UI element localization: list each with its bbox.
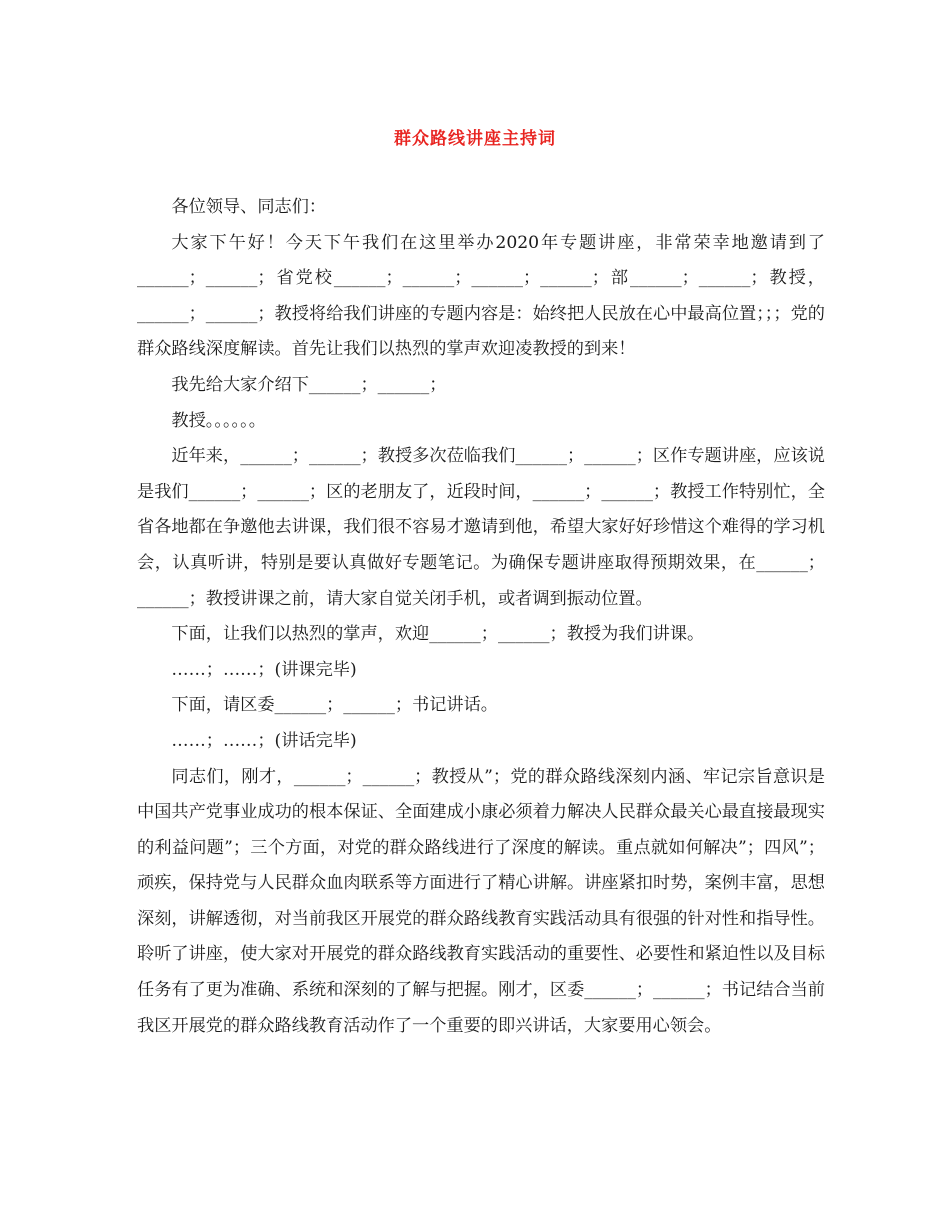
background-paragraph: 近年来，______；______；教授多次莅临我们______；______；区作专题讲座，应该说是我们______；______；区的老朋友了，近段时间，______；______；教授工作特别忙，全省各地都在争邀他去讲课，我们很不容易才邀请到他，希望大家好好珍惜这个难得的学习机会，认真听讲，特别是要认真做好专题笔记。为确保专题讲座取得预期效果，在______；______；教授讲课之前，请大家自觉关闭手机，或者调到振动位置。 (137, 446, 825, 609)
professor-paragraph: 教授。。。。。。 (171, 410, 266, 431)
summary-paragraph: 同志们，刚才，______；______；教授从”；党的群众路线深刻内涵、牢记宗旨意识是中国共产党事业成功的根本保证、全面建成小康必须着力解决人民群众最关心最直接最现实的利益问题”；三个方面，对党的群众路线进行了深度的解读。重点就如何解决”；四风”；顽疾，保持党与人民群众血肉联系等方面进行了精心讲解。讲座紧扣时势，案例丰富，思想深刻，讲解透彻，对当前我区开展党的群众路线教育实践活动具有很强的针对性和指导性。聆听了讲座，使大家对开展党的群众路线教育实践活动的重要性、必要性和紧迫性以及目标任务有了更为准确、系统和深刻的了解与把握。刚才，区委______；______；书记结合当前我区开展党的群众路线教育活动作了一个重要的即兴讲话，大家要用心领会。 (137, 766, 825, 1036)
introduction-paragraph: 我先给大家介绍下______；______； (171, 374, 447, 395)
salutation-paragraph: 各位领导、同志们： (171, 197, 327, 217)
welcome-paragraph: 下面，让我们以热烈的掌声，欢迎______；______；教授为我们讲课。 (171, 624, 705, 645)
speech-end-paragraph: ……；……；(讲话完毕) (171, 730, 357, 751)
document-body (137, 190, 825, 1044)
lecture-end-paragraph: ……；……；(讲课完毕) (171, 659, 357, 680)
secretary-speech-paragraph: 下面，请区委______；______；书记讲话。 (171, 695, 498, 716)
opening-paragraph: 大家下午好！今天下午我们在这里举办2020年专题讲座，非常荣幸地邀请到了______；______；省党校______；______；______；______；部______；______；教授，______；______；教授将给我们讲座的专题内容是：始终把人民放在心中最高位置；；；党的群众路线深度解读。首先让我们以热烈的掌声欢迎凌教授的到来！ (137, 232, 825, 360)
document-title: 群众路线讲座主持词 (394, 129, 556, 149)
